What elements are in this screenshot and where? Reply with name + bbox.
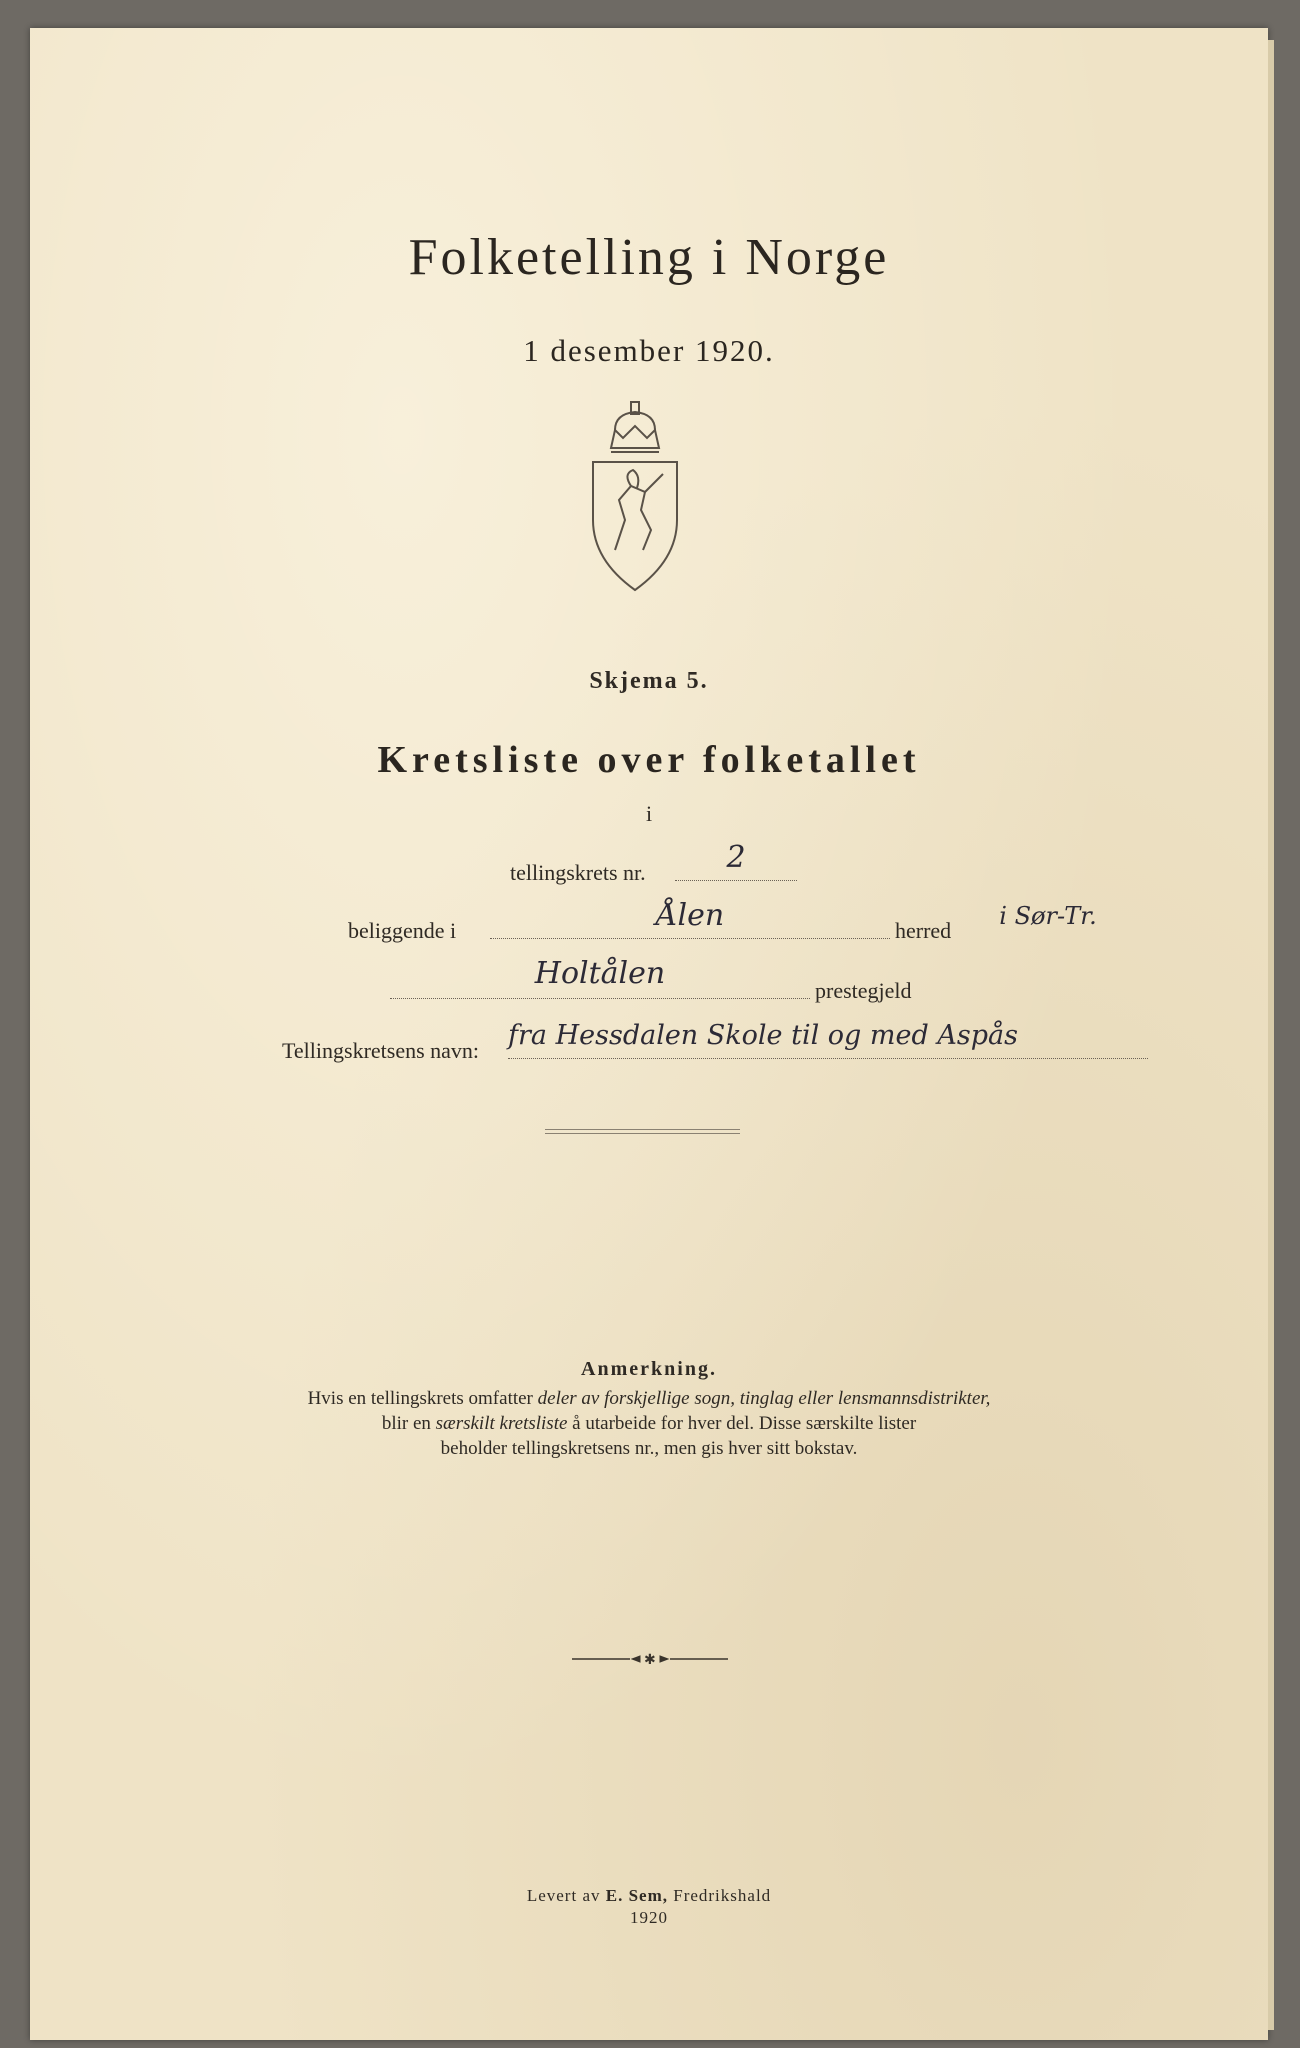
prestegjeld-label: prestegjeld <box>815 978 912 1003</box>
herred-suffix-note: i Sør-Tr. <box>999 902 1097 930</box>
note-line-2: blir en særskilt kretsliste å utarbeide for hver del. Disse særskilte lister <box>381 1413 917 1434</box>
prestegjeld-field[interactable]: Holtålen <box>390 956 810 999</box>
census-form-page <box>30 28 1268 2040</box>
form-title: Folketelling i Norge <box>408 229 890 286</box>
herred-label: herred <box>895 918 952 943</box>
norwegian-coat-of-arms-icon <box>585 400 685 600</box>
herred-field[interactable]: Ålen <box>490 898 890 939</box>
printer-credit: Levert av E. Sem, Fredrikshald <box>526 1886 772 1905</box>
beliggende-label: beliggende i <box>348 918 457 943</box>
krets-label: tellingskrets nr. <box>510 860 646 885</box>
krets-number-field[interactable]: 2 <box>675 840 797 881</box>
connector-word: i <box>645 801 653 826</box>
note-line-1: Hvis en tellingskrets omfatter deler av forskjellige sogn, tinglag eller lensmannsdistrikter, <box>307 1388 991 1409</box>
note-heading: Anmerkning. <box>581 1358 717 1380</box>
page-edge <box>1268 40 1274 2030</box>
svg-text:✱: ✱ <box>644 1652 656 1666</box>
schema-number: Skjema 5. <box>589 668 709 694</box>
ornament-divider-icon <box>570 1652 730 1666</box>
form-subtitle: Kretsliste over folketallet <box>377 739 921 781</box>
navn-label: Tellingskretsens navn: <box>282 1038 480 1063</box>
census-date: 1 desember 1920. <box>523 333 775 368</box>
navn-field[interactable]: fra Hessdalen Skole til og med Aspås <box>508 1020 1148 1059</box>
printer-year: 1920 <box>630 1908 668 1927</box>
note-line-3: beholder tellingskretsens nr., men gis hver sitt bokstav. <box>440 1438 858 1459</box>
divider-rule <box>545 1129 740 1134</box>
